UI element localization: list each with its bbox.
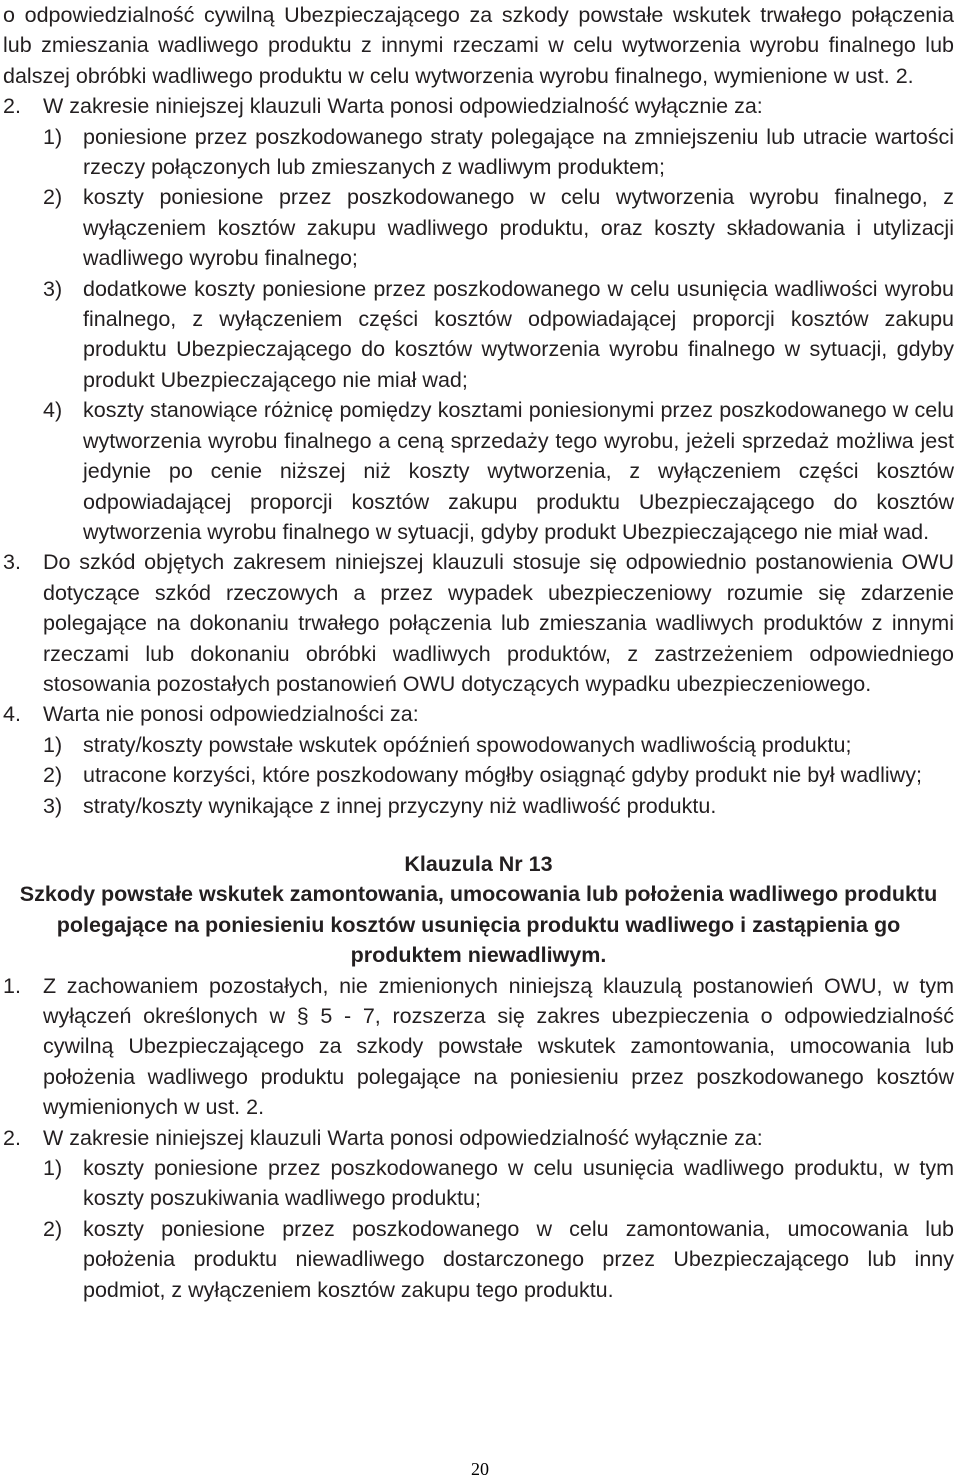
- sub-item-text: straty/koszty powstałe wskutek opóźnień spowodowanych wadliwością produktu;: [83, 732, 852, 757]
- item-text: Z zachowaniem pozostałych, nie zmienionych niniejszą klauzulą postanowień OWU, w tym wyłączeń określonych w § 5 - 7, rozszerza się zakres ubezpieczenia o odpowiedzialność cywilną Ubezpieczającego za szkody powstałe wskutek zamontowania, umocowania lub położenia wadliwego produktu polegające na poniesieniu przez poszkodowanego kosztów wymienionych w ust. 2.: [43, 973, 954, 1120]
- item-number: 4.: [3, 702, 21, 727]
- sub-item-text: koszty poniesione przez poszkodowanego w celu wytworzenia wyrobu finalnego, z wyłączeniem kosztów zakupu wadliwego produktu, oraz koszty składowania i utylizacji wadliwego wyrobu finalnego;: [83, 185, 954, 271]
- item-number: 3.: [3, 550, 21, 575]
- item-text: W zakresie niniejszej klauzuli Warta ponosi odpowiedzialność wyłącznie za:: [43, 1125, 763, 1150]
- clause-title: Szkody powstałe wskutek zamontowania, umocowania lub położenia wadliwego produktu polegające na poniesieniu kosztów usunięcia produktu wadliwego i zastąpienia go produktem niewadliwym.: [19, 882, 938, 968]
- sub-item: [43, 791, 954, 821]
- sub-item-text: utracone korzyści, które poszkodowany mógłby osiągnąć gdyby produkt nie był wadliwy;: [83, 763, 922, 788]
- section-item-2: [3, 91, 954, 121]
- page-number: 20: [471, 1459, 489, 1479]
- sub-item-number: 3): [43, 276, 63, 301]
- clause-item-1: [3, 971, 954, 1123]
- sub-item-text: straty/koszty wynikające z innej przyczyny niż wadliwość produktu.: [83, 793, 717, 818]
- section-item-3: [3, 547, 954, 699]
- item-number: 2.: [3, 1125, 21, 1150]
- item-number: 2.: [3, 94, 21, 119]
- sub-item: [43, 274, 954, 396]
- sub-item: [43, 730, 954, 760]
- sub-item-number: 4): [43, 398, 63, 423]
- sub-item-number: 3): [43, 793, 63, 818]
- item-text: W zakresie niniejszej klauzuli Warta ponosi odpowiedzialność wyłącznie za:: [43, 94, 763, 119]
- sub-item-number: 2): [43, 1216, 63, 1241]
- sub-item-text: dodatkowe koszty poniesione przez poszkodowanego w celu usunięcia wadliwości wyrobu finalnego, z wyłączeniem części kosztów odpowiadającej proporcji kosztów zakupu produktu Ubezpieczającego do kosztów wytworzenia wyrobu finalnego w sytuacji, gdyby produkt Ubezpieczającego nie miał wad;: [83, 276, 954, 392]
- clause-item-2: [3, 1123, 954, 1153]
- sub-item: [43, 182, 954, 273]
- item-text: Warta nie ponosi odpowiedzialności za:: [43, 702, 419, 727]
- sub-item-text: koszty poniesione przez poszkodowanego w celu usunięcia wadliwego produktu, w tym koszty poszukiwania wadliwego produktu;: [83, 1156, 954, 1211]
- sub-item-text: poniesione przez poszkodowanego straty polegające na zmniejszeniu lub utracie wartości rzeczy połączonych lub zmieszanych z wadliwym produktem;: [83, 124, 954, 180]
- item-number: 1.: [3, 973, 21, 998]
- sub-item-number: 1): [43, 732, 63, 757]
- intro-paragraph: o odpowiedzialność cywilną Ubezpieczającego za szkody powstałe wskutek trwałego połączenia lub zmieszania wadliwego produktu z innymi rzeczami w celu wytworzenia wyrobu finalnego lub dalszej obróbki wadliwego produktu w celu wytworzenia wyrobu finalnego, wymienione w ust. 2.: [3, 3, 954, 88]
- sub-item: [43, 1214, 954, 1305]
- sub-item: [43, 1153, 954, 1214]
- sub-item-number: 2): [43, 185, 63, 210]
- sub-item-text: koszty poniesione przez poszkodowanego w celu zamontowania, umocowania lub położenia produktu niewadliwego dostarczonego przez Ubezpieczającego lub inny podmiot, z wyłączeniem kosztów zakupu tego produktu.: [83, 1216, 954, 1302]
- sub-item-number: 1): [43, 124, 63, 149]
- clause-heading: Klauzula Nr 13: [404, 851, 553, 876]
- section-spacer: [3, 821, 954, 849]
- sub-item-number: 2): [43, 763, 63, 788]
- item-text: Do szkód objętych zakresem niniejszej klauzuli stosuje się odpowiednio postanowienia OWU dotyczące szkód rzeczowych a przez wypadek ubezpieczeniowy rozumie się zdarzenie polegające na dokonaniu trwałego połączenia lub zmieszania wadliwych produktów z innymi rzeczami lub dokonaniu obróbki wadliwych produktów, z zastrzeżeniem odpowiedniego stosowania pozostałych postanowień OWU dotyczących wypadku ubezpieczeniowego.: [43, 550, 954, 696]
- sub-item-number: 1): [43, 1156, 63, 1181]
- sub-item: [43, 395, 954, 547]
- section-item-4: [3, 699, 954, 729]
- sub-item-text: koszty stanowiące różnicę pomiędzy kosztami poniesionymi przez poszkodowanego w celu wytworzenia wyrobu finalnego a ceną sprzedaży tego wyrobu, jeżeli sprzedaż możliwa jest jedynie po cenie niższej niż koszty wytworzenia, z wyłączeniem części kosztów odpowiadającej proporcji kosztów zakupu produktu Ubezpieczającego do kosztów wytworzenia wyrobu finalnego w sytuacji, gdyby produkt Ubezpieczającego nie miał wad.: [83, 398, 954, 544]
- sub-item: [43, 122, 954, 183]
- sub-item: [43, 760, 954, 790]
